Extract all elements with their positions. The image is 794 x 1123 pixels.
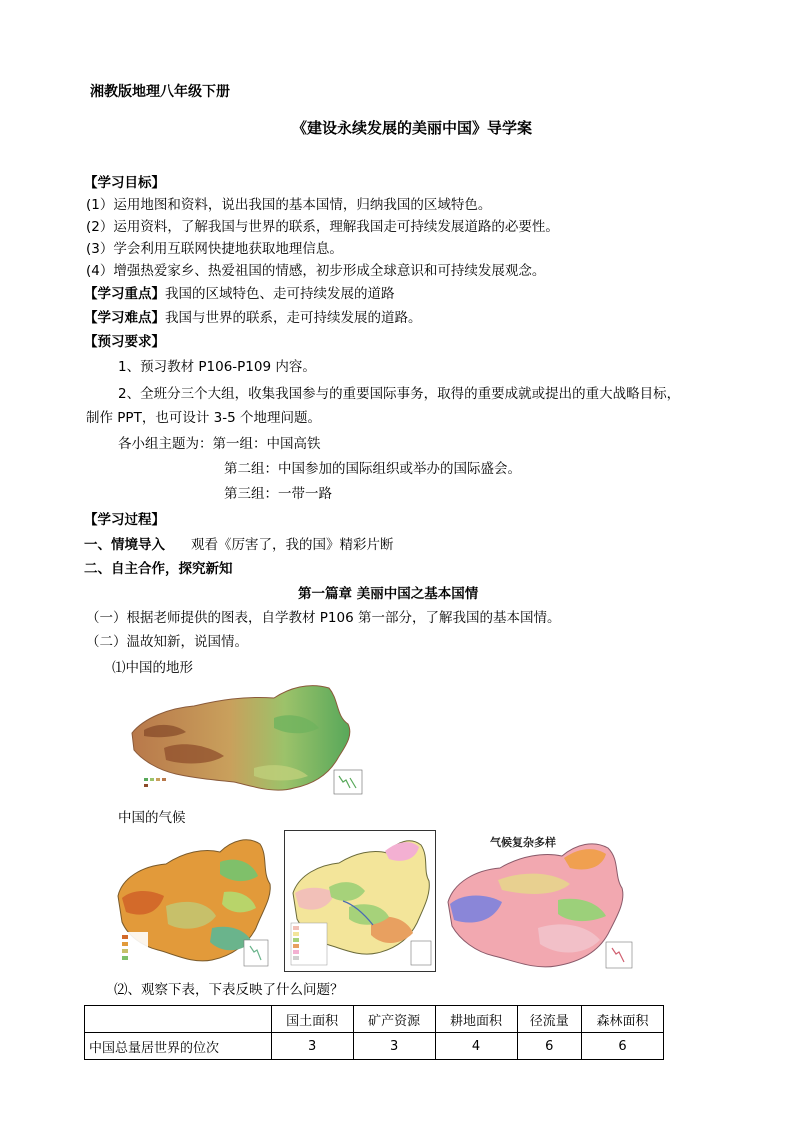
table-cell: 6 <box>517 1033 581 1060</box>
group-2: 第二组：中国参加的国际组织或举办的国际盛会。 <box>224 461 521 477</box>
table-header-row <box>85 1006 664 1033</box>
group-3: 第三组：一带一路 <box>224 486 332 502</box>
step-2-label: 二、自主合作，探究新知 <box>84 561 233 577</box>
table-cell: 6 <box>582 1033 664 1060</box>
groups-intro: 各小组主题为：第一组：中国高铁 <box>118 436 321 452</box>
table-cell: 4 <box>435 1033 517 1060</box>
climate-map-3 <box>438 830 644 972</box>
step-1-text: 观看《厉害了，我的国》精彩片断 <box>191 537 394 553</box>
climate-map-1 <box>112 832 274 972</box>
table-header-cell: 矿产资源 <box>353 1006 435 1033</box>
difficulty-text: 我国与世界的联系，走可持续发展的道路。 <box>165 310 422 326</box>
difficulty-heading: 【学习难点】 <box>84 310 165 326</box>
china-terrain-map <box>124 678 368 800</box>
table-prompt: ⑵、观察下表，下表反映了什么问题？ <box>114 982 344 998</box>
chapter-title: 第一篇章 美丽中国之基本国情 <box>298 586 479 602</box>
goal-item-3: (3）学会利用互联网快捷地获取地理信息。 <box>86 241 343 257</box>
sub-section-1: （一）根据老师提供的图表，自学教材 P106 第一部分，了解我国的基本国情。 <box>86 610 561 626</box>
sub-section-2: （二）温故知新，说国情。 <box>86 634 248 650</box>
table-row-label: 中国总量居世界的位次 <box>85 1033 272 1060</box>
table-cell: 3 <box>271 1033 353 1060</box>
goal-item-4: (4）增强热爱家乡、热爱祖国的情感，初步形成全球意识和可持续发展观念。 <box>86 263 546 279</box>
climate-map-2 <box>284 830 436 972</box>
resource-rank-table <box>84 1005 664 1060</box>
table-header-cell: 径流量 <box>517 1006 581 1033</box>
table-header-cell: 耕地面积 <box>435 1006 517 1033</box>
goal-item-1: (1）运用地图和资料，说出我国的基本国情，归纳我国的区域特色。 <box>86 197 492 213</box>
terrain-label: ⑴中国的地形 <box>112 660 193 676</box>
page-title: 《建设永续发展的美丽中国》导学案 <box>291 119 532 137</box>
difficulty-line <box>84 308 422 328</box>
table-header-cell-empty <box>85 1006 272 1033</box>
preview-heading: 【预习要求】 <box>84 334 165 350</box>
table-header-cell: 森林面积 <box>582 1006 664 1033</box>
step-1-line <box>84 535 394 555</box>
table-row <box>85 1033 664 1060</box>
table-header-cell: 国土面积 <box>271 1006 353 1033</box>
table-cell: 3 <box>353 1033 435 1060</box>
focus-line <box>84 284 395 304</box>
step-1-label: 一、情境导入 <box>84 537 165 553</box>
process-heading: 【学习过程】 <box>84 512 165 528</box>
climate-label: 中国的气候 <box>118 810 186 826</box>
preview-item-1: 1、预习教材 P106-P109 内容。 <box>118 359 316 375</box>
climate-map-3-title: 气候复杂多样 <box>490 836 556 849</box>
focus-text: 我国的区域特色、走可持续发展的道路 <box>165 286 395 302</box>
subject-line: 湘教版地理八年级下册 <box>90 84 230 100</box>
preview-item-2-line-1: 2、全班分三个大组，收集我国参与的重要国际事务，取得的重要成就或提出的重大战略目标， <box>118 386 681 402</box>
preview-item-2-line-2: 制作 PPT，也可设计 3-5 个地理问题。 <box>86 410 321 426</box>
focus-heading: 【学习重点】 <box>84 286 165 302</box>
goal-item-2: (2）运用资料，了解我国与世界的联系，理解我国走可持续发展道路的必要性。 <box>86 219 559 235</box>
goals-heading: 【学习目标】 <box>84 175 165 191</box>
